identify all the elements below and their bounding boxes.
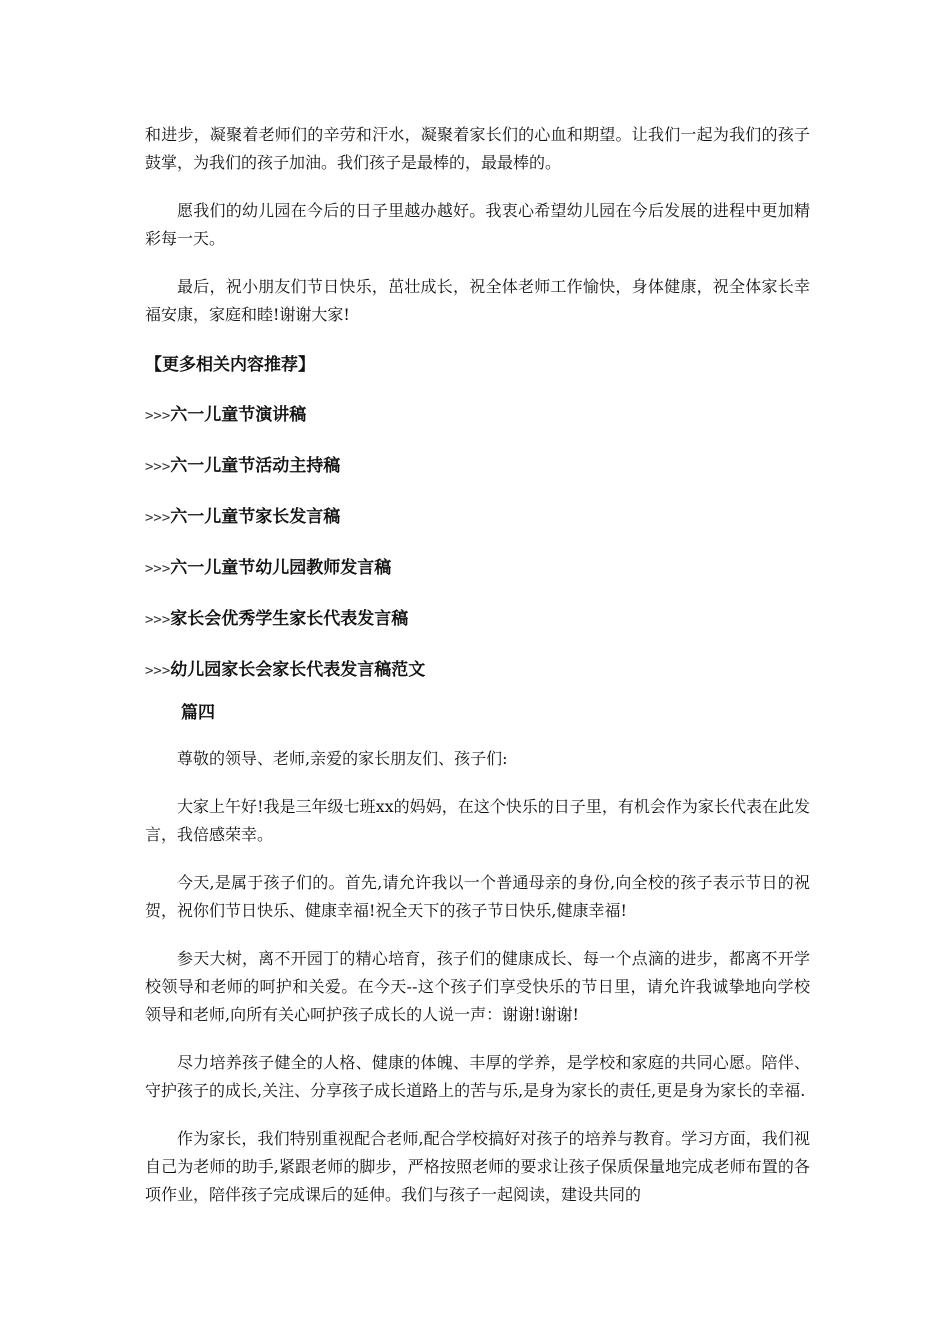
body-paragraph: 尊敬的领导、老师,亲爱的家长朋友们、孩子们: [177,749,508,768]
document-page [145,121,810,1209]
body-paragraph: 作为家长，我们特别重视配合老师,配合学校搞好对孩子的培养与教育。学习方面，我们视自己为老师的助手,紧跟老师的脚步，严格按照老师的要求让孩子保质保量地完成老师布置的各项作业，陪伴孩子完成课后的延伸。我们与孩子一起阅读，建设共同的 [145,1129,810,1204]
recommend-link-item[interactable] [145,503,810,532]
recommend-link[interactable]: 六一儿童节幼儿园教师发言稿 [170,558,392,578]
recommend-link-item[interactable] [145,554,810,583]
recommend-heading: 【更多相关内容推荐】 [145,355,315,375]
body-paragraph: 愿我们的幼儿园在今后的日子里越办越好。我衷心希望幼儿园在今后发展的进程中更加精彩每一天。 [145,201,810,248]
recommend-link-item[interactable] [145,605,810,634]
recommend-link[interactable]: 家长会优秀学生家长代表发言稿 [170,609,409,629]
recommend-link-item[interactable] [145,656,810,685]
link-prefix: >>> [145,561,171,577]
body-paragraph: 尽力培养孩子健全的人格、健康的体魄、丰厚的学养，是学校和家庭的共同心愿。陪伴、守护孩子的成长,关注、分享孩子成长道路上的苦与乐,是身为家长的责任,更是身为家长的幸福. [145,1053,810,1100]
body-paragraph: 今天,是属于孩子们的。首先,请允许我以一个普通母亲的身份,向全校的孩子表示节日的祝贺，祝你们节日快乐、健康幸福!祝全天下的孩子节日快乐,健康幸福! [145,873,810,920]
link-prefix: >>> [145,408,171,424]
link-prefix: >>> [145,663,171,679]
link-prefix: >>> [145,459,171,475]
recommend-link[interactable]: 六一儿童节演讲稿 [170,405,307,425]
body-paragraph: 大家上午好!我是三年级七班xx的妈妈，在这个快乐的日子里，有机会作为家长代表在此发言，我倍感荣幸。 [145,797,810,844]
recommend-link-item[interactable] [145,401,810,430]
link-prefix: >>> [145,510,171,526]
body-paragraph: 参天大树，离不开园丁的精心培育，孩子们的健康成长、每一个点滴的进步，都离不开学校领导和老师的呵护和关爱。在今天--这个孩子们享受快乐的节日里，请允许我诚挚地向学校领导和老师,向所有关心呵护孩子成长的人说一声：谢谢!谢谢! [145,949,810,1024]
recommend-link[interactable]: 六一儿童节活动主持稿 [170,456,341,476]
recommend-link[interactable]: 六一儿童节家长发言稿 [170,507,341,527]
section-title: 篇四 [181,703,215,723]
recommend-link[interactable]: 幼儿园家长会家长代表发言稿范文 [170,660,426,680]
body-paragraph: 最后，祝小朋友们节日快乐，茁壮成长，祝全体老师工作愉快，身体健康，祝全体家长幸福安康，家庭和睦!谢谢大家! [145,277,810,324]
link-prefix: >>> [145,612,171,628]
body-paragraph: 和进步，凝聚着老师们的辛劳和汗水，凝聚着家长们的心血和期望。让我们一起为我们的孩子鼓掌，为我们的孩子加油。我们孩子是最棒的，最最棒的。 [145,125,810,172]
recommend-link-item[interactable] [145,452,810,481]
